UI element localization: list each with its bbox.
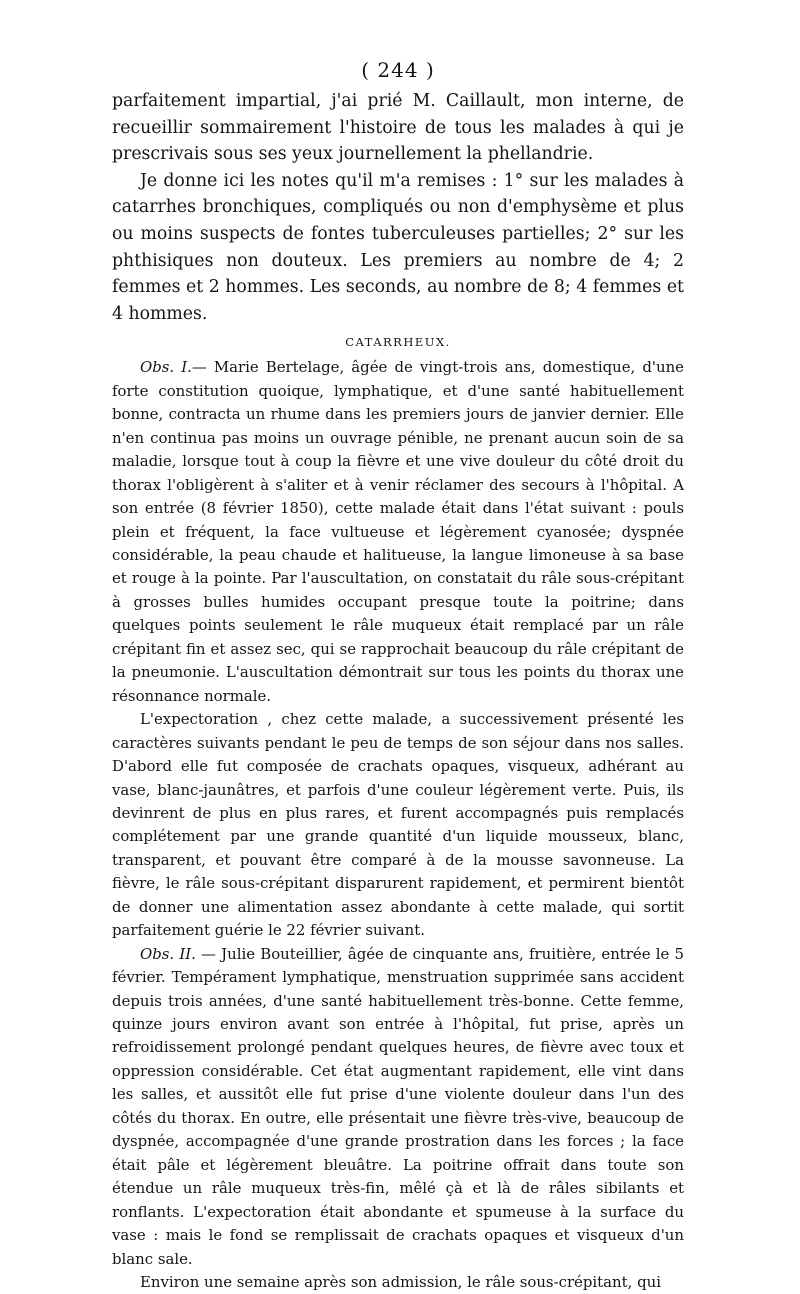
observation-2-continuation: Environ une semaine après son admission, le râle sous-crépitant, qui	[140, 1273, 661, 1292]
intro-text	[112, 88, 684, 327]
observation-1-label: Obs. I.	[140, 358, 192, 377]
observation-2-text: — Julie Bouteillier, âgée de cinquante ans, fruitière, entrée le 5 février. Tempérament lymphatique, menstruation supprimée sans accident depuis trois années, d'une santé habituellement très-bonne. Cette femme, quinze jours environ avant son entrée à l'hôpital, fut prise, après un refroidissement prolongé pendant quelques heures, de fièvre avec toux et oppression considérable. Cet état augmentant rapidement, elle vint dans les salles, et aussitôt elle fut prise d'une violente douleur dans l'un des côtés du thorax. En outre, elle présentait une fièvre très-vive, beaucoup de dyspnée, accompagnée d'une grande prostration dans les forces ; la face était pâle et légèrement bleuâtre. La poitrine offrait dans toute son étendue un râle muqueux très-fin, mêlé çà et là de râles sibilants et ronflants. L'expectoration était abondante et spumeuse à la surface du vase : mais le fond se remplissait de crachats opaques et visqueux d'un blanc sale.	[112, 944, 684, 1268]
observation-2-label: Obs. II.	[140, 944, 196, 963]
observation-1-expectoration: L'expectoration , chez cette malade, a successivement présenté les caractères suivants pendant le peu de temps de son séjour dans nos salles. D'abord elle fut composée de crachats opaques, visqueux, adhérant au vase, blanc-jaunâtres, et parfois d'une couleur légèrement verte. Puis, ils devinrent de plus en plus rares, et furent accompagnés puis remplacés complétement par une grande quantité d'un liquide mousseux, blanc, transparent, et pouvant être comparé à de la mousse savonneuse. La fièvre, le râle sous-crépitant disparurent rapidement, et permirent bientôt de donner une alimentation assez abondante à cette malade, qui sortit parfaitement guérie le 22 février suivant.	[112, 710, 684, 940]
book-page	[112, 58, 684, 1294]
intro-paragraph-2: Je donne ici les notes qu'il m'a remises : 1° sur les malades à catarrhes bronchiques, compliqués ou non d'emphysème et plus ou moins suspects de fontes tuberculeuses partielles; 2° sur les phthisiques non douteux. Les premiers au nombre de 4; 2 femmes et 2 hommes. Les seconds, au nombre de 8; 4 femmes et 4 hommes.	[112, 170, 684, 324]
page-number: ( 244 )	[361, 58, 435, 82]
section-heading: CATARRHEUX.	[345, 335, 451, 350]
observation-1-paragraph	[112, 356, 684, 708]
intro-paragraph-1: parfaitement impartial, j'ai prié M. Caillault, mon interne, de recueillir sommairement l'histoire de tous les malades à qui je prescrivais sous ses yeux journellement la phellandrie.	[112, 91, 684, 165]
observation-2-paragraph	[112, 943, 684, 1271]
observations	[112, 356, 684, 1294]
observation-1-text: — Marie Bertelage, âgée de vingt-trois ans, domestique, d'une forte constitution quoique, lymphatique, et d'une santé habituellement bonne, contracta un rhume dans les premiers jours de janvier dernier. Elle n'en continua pas moins un ouvrage pénible, ne prenant aucun soin de sa maladie, lorsque tout à coup la fièvre et une vive douleur du côté droit du thorax l'obligèrent à s'aliter et à venir réclamer des secours à l'hôpital. A son entrée (8 février 1850), cette malade était dans l'état suivant : pouls plein et fréquent, la face vultueuse et légèrement cyanosée; dyspnée considérable, la peau chaude et halitueuse, la langue limoneuse à sa base et rouge à la pointe. Par l'auscultation, on constatait du râle sous-crépitant à grosses bulles humides occupant presque toute la poitrine; dans quelques points seulement le râle muqueux était remplacé par un râle crépitant fin et assez sec, qui se rapprochait beaucoup du râle crépitant de la pneumonie. L'auscultation démontrait sur tous les points du thorax une résonnance normale.	[112, 358, 684, 705]
